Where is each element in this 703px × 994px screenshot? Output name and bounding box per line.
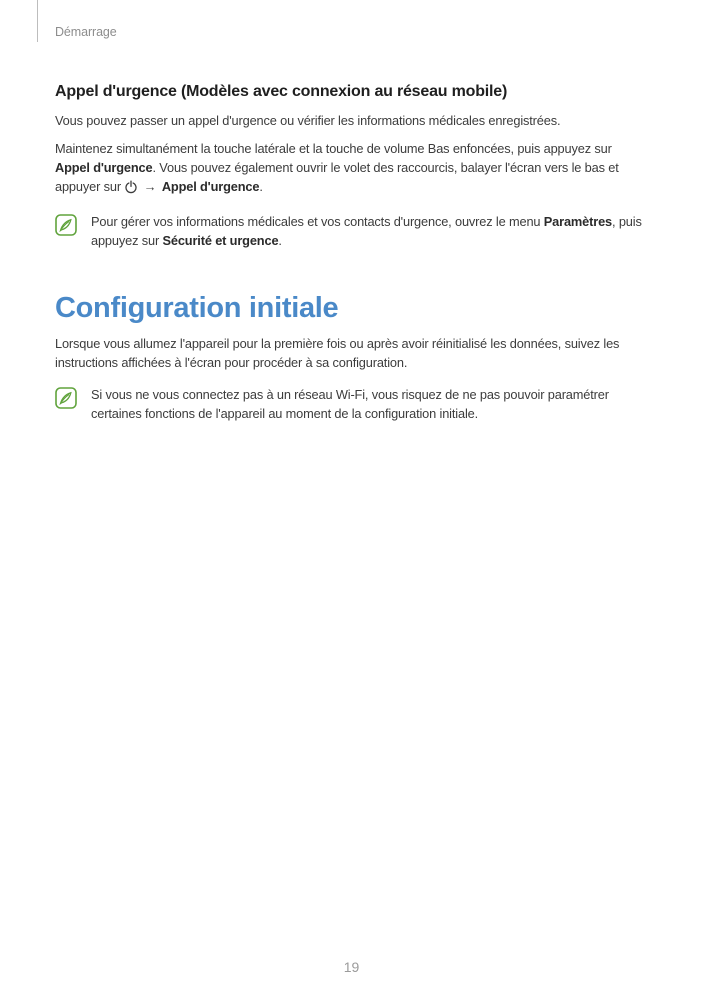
page-number: 19 <box>343 959 360 975</box>
paragraph-emergency-steps <box>55 139 647 199</box>
note-text: Si vous ne vous connectez pas à un réseau Wi-Fi, vous risquez de ne pas pouvoir paramétrer certaines fonctions de l'appareil au moment de la configuration initiale. <box>91 387 609 421</box>
paragraph-emergency-intro: Vous pouvez passer un appel d'urgence ou vérifier les informations médicales enregistrées. <box>55 113 561 128</box>
note-icon <box>54 386 78 410</box>
power-icon <box>124 180 138 199</box>
note-block-setup <box>55 385 647 423</box>
text-segment: . Vous pouvez également ouvrir le volet des raccourcis, balayer l'écran vers le bas et appuyer sur <box>55 160 619 194</box>
section-title-emergency-call: Appel d'urgence (Modèles avec connexion au réseau mobile) <box>55 83 508 100</box>
page-content <box>55 0 647 423</box>
bold-menu-label: Paramètres <box>543 214 613 229</box>
text-segment: Pour gérer vos informations médicales et vos contacts d'urgence, ouvrez le menu <box>91 214 544 229</box>
text-segment: , puis appuyez sur <box>91 214 642 248</box>
bold-menu-label: Appel d'urgence <box>161 179 260 194</box>
note-icon <box>54 213 78 237</box>
text-segment: . <box>259 179 263 194</box>
paragraph-setup-intro: Lorsque vous allumez l'appareil pour la première fois ou après avoir réinitialisé les données, suivez les instructions affichées à l'écran pour procéder à sa configuration. <box>55 336 620 370</box>
text-segment: . <box>278 233 282 248</box>
section-title-initial-setup: Configuration initiale <box>55 292 339 324</box>
text-segment: Maintenez simultanément la touche latérale et la touche de volume Bas enfoncées, puis appuyez sur <box>55 141 612 156</box>
note-text <box>91 212 647 250</box>
bold-menu-label: Appel d'urgence <box>55 160 153 175</box>
header-divider <box>37 0 38 42</box>
bold-menu-label: Sécurité et urgence <box>162 233 279 248</box>
breadcrumb: Démarrage <box>55 25 117 39</box>
note-block-emergency <box>55 212 647 250</box>
arrow-glyph: → <box>143 179 157 194</box>
page-footer <box>0 959 703 977</box>
